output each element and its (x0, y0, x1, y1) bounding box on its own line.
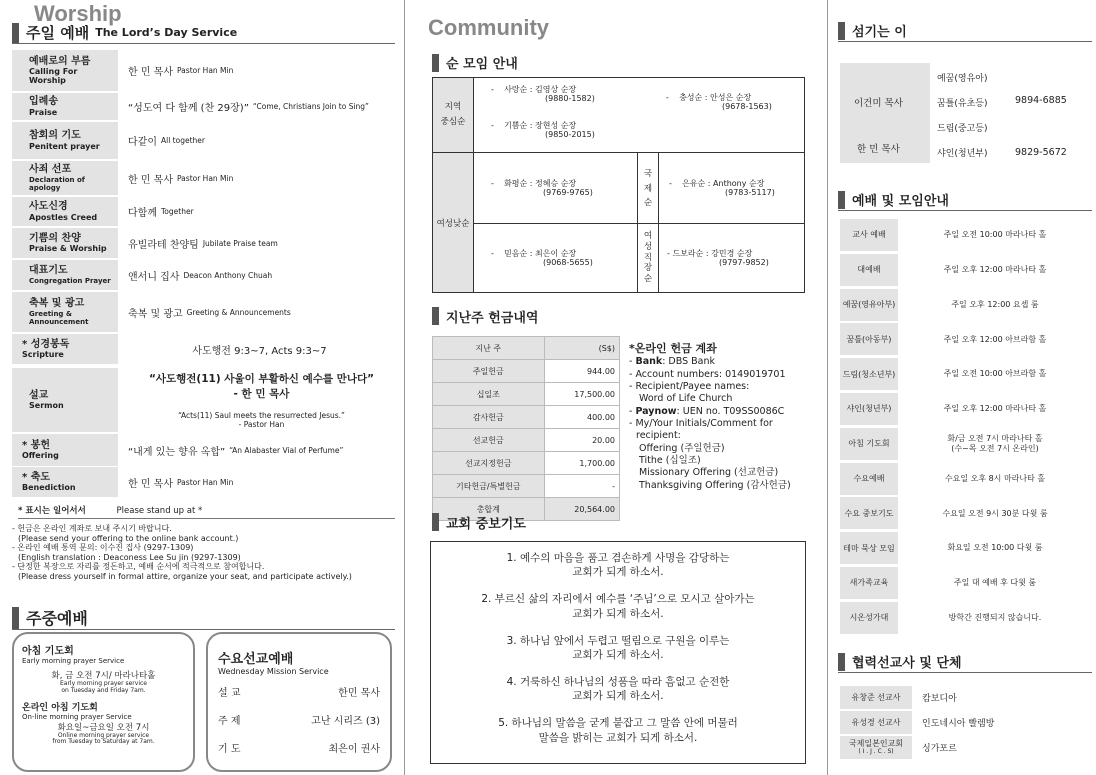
service-label-en: Apostles Creed (29, 212, 98, 222)
service-value-en: Greeting & Announcements (186, 307, 291, 317)
note-line: (Please send your offering to the online bank account.) (18, 533, 239, 543)
offering-header-label: 지난 주 (433, 337, 545, 360)
note-line: (English translation : Deaconess Lee Su jin (9297-1309) (18, 552, 241, 562)
recipient-line: - Recipient/Payee names: (629, 380, 750, 392)
region-item: - 사랑순 : 김영상 순장 (9880-1582) (491, 85, 595, 104)
serving-heading (838, 20, 1092, 42)
service-row (12, 292, 395, 332)
wednesday-title: 수요선교예배 (218, 652, 294, 667)
schedule-row (840, 219, 1092, 251)
schedule-label: 샤인(청년부) (840, 393, 898, 425)
service-label-en: Scripture (22, 350, 64, 360)
service-value: 다같이 (128, 137, 157, 148)
service-label-ko: 사도신경 (29, 201, 68, 213)
schedule-value (898, 404, 1092, 414)
leader-name: 충성순 : 안성은 순장 (679, 93, 752, 102)
morning-prayer-box (12, 632, 195, 772)
offering-type: Missionary Offering (선교헌금) (639, 467, 779, 479)
service-label-ko: 입례송 (29, 96, 58, 108)
women-item: - 은유순 : Anthony 순장 (9783-5117) (669, 179, 775, 198)
schedule-value (898, 300, 1092, 310)
wednesday-row-value: 최은이 권사 (328, 744, 380, 755)
wednesday-row-label: 기 도 (218, 744, 241, 755)
schedule-value-line: 화/금 오전 7시 마라나타 홀 (947, 434, 1043, 444)
service-value: 한 민 목사 (128, 67, 173, 78)
offering-label: 주일헌금 (433, 360, 545, 383)
community-watermark: Community (428, 15, 549, 40)
partner-row (840, 711, 1092, 734)
comment-line2: recipient: (636, 430, 681, 442)
service-value-en: Together (160, 207, 194, 216)
offering-type: Thanksgiving Offering (감사헌금) (639, 479, 791, 491)
offering-amount: 400.00 (544, 406, 619, 429)
sermon-line: “사도행전(11) 사울이 부활하신 예수를 만나다” (148, 373, 375, 385)
women-item: - 화평순 : 정혜승 순장 (9769-9765) (491, 179, 593, 198)
weekday-heading-text: 주중예배 (26, 609, 88, 628)
column-divider-2 (827, 0, 828, 775)
offering-amount: 20,564.00 (544, 498, 619, 521)
serving-depts (937, 67, 988, 167)
schedule-row (840, 428, 1092, 460)
schedule-row (840, 567, 1092, 599)
leader-name: 은유순 : Anthony 순장 (682, 179, 765, 188)
region-label: 지역 (444, 101, 462, 112)
offering-type: Offering (주일헌금) (639, 442, 725, 454)
prayer-line: 5. 하나님의 말씀을 굳게 붙잡고 그 말씀 안에 머물러 (498, 717, 738, 730)
schedule-value (898, 265, 1092, 275)
region-label: 중심순 (440, 117, 466, 127)
schedule-row (840, 497, 1092, 529)
worship-notes (12, 524, 397, 582)
service-label-en: Calling For Worship (29, 67, 78, 86)
service-row (12, 228, 395, 258)
note-line: - 단정한 복장으로 자리를 정돈하고, 예배 순서에 적극적으로 참여합니다. (12, 562, 265, 572)
leader-phone: (9769-9765) (543, 188, 593, 198)
online-offering-info (629, 342, 809, 492)
offering-header-unit: (S$) (544, 337, 619, 360)
schedule-label: 시온성가대 (840, 602, 898, 634)
leader-name: 믿음순 : 최은이 순장 (504, 249, 577, 258)
service-label-ko: 축복 및 광고 (29, 298, 85, 310)
women-label: 여성낮순 (436, 218, 470, 229)
schedule-row (840, 393, 1092, 425)
offering-amount: - (544, 475, 619, 498)
offering-label: 선교지정헌금 (433, 452, 545, 475)
dept-name: 예꿈(영유아) (937, 74, 988, 84)
account-line: - Account numbers: 0149019701 (629, 368, 786, 380)
offering-heading-text: 지난주 헌금내역 (446, 310, 539, 326)
offering-amount: 944.00 (544, 360, 619, 383)
service-row (12, 334, 395, 364)
online-time-en: Online morning prayer service (57, 731, 150, 739)
prayer-line: 4. 거룩하신 하나님의 성품을 따라 흠없고 순전한 (506, 676, 730, 689)
service-row (12, 467, 395, 497)
wednesday-row (218, 684, 380, 699)
service-value-en: “Come, Christians Join to Sing” (252, 102, 369, 111)
prayer-line: 교회가 되게 하소서. (572, 607, 664, 620)
offering-amount: 17,500.00 (544, 383, 619, 406)
schedule-label: 대예배 (840, 254, 898, 286)
morning-title: 아침 기도회 (22, 646, 74, 657)
sermon-line: - Pastor Han (238, 420, 285, 429)
group-heading (432, 52, 805, 73)
offering-row (433, 360, 620, 383)
service-label-ko: 기쁨의 찬양 (29, 232, 81, 244)
schedule-value (898, 509, 1092, 519)
partner-label-line: ( I . J . C . S) (858, 747, 894, 755)
service-label-en: Offering (22, 451, 59, 461)
recipient-name: Word of Life Church (639, 393, 733, 405)
schedule-label: 수요예배 (840, 463, 898, 495)
service-row (12, 122, 395, 159)
wednesday-row-label: 설 교 (218, 688, 241, 699)
schedule-value-line: 수요일 오후 8시 마라나타 홀 (944, 473, 1046, 483)
schedule-label: 꿈틀(아동부) (840, 323, 898, 355)
dept-name: 드림(중고등) (937, 124, 988, 134)
prayer-line: 교회가 되게 하소서. (572, 648, 664, 661)
morning-title-en: Early morning prayer Service (22, 657, 125, 665)
service-label-en: Praise & Worship (29, 244, 107, 254)
schedule-value-line: 주일 대 예배 후 다윗 룸 (953, 578, 1037, 588)
service-value: 축복 및 광고 (128, 308, 183, 320)
service-value: 사도행전 9:3~7, Acts 9:3~7 (192, 345, 327, 357)
morning-time-en: on Tuesday and Friday 7am. (61, 686, 146, 694)
stand-note-en: Please stand up at * (116, 506, 203, 516)
service-value-en: All together (160, 136, 205, 145)
column-divider-1 (404, 0, 405, 775)
weekday-heading (12, 606, 395, 630)
schedule-value (898, 230, 1092, 240)
note-line: (Please dress yourself in formal attire, organize your seat, and participate actively.) (18, 571, 352, 581)
wednesday-row (218, 740, 380, 755)
partners-heading (838, 651, 1092, 673)
worship-heading (12, 22, 395, 44)
offering-amount: 1,700.00 (544, 452, 619, 475)
group-heading-text: 순 모임 안내 (446, 57, 518, 72)
schedule-value (898, 578, 1092, 588)
online-title-en: On-line morning prayer Service (22, 712, 132, 721)
offering-row (433, 383, 620, 406)
leader-phone: (9880-1582) (545, 94, 595, 104)
worship-heading-ko: 주일 예배 (26, 24, 90, 42)
dept-name: 샤인(청년부) (937, 149, 988, 159)
schedule-row (840, 323, 1092, 355)
service-label-en: Benediction (22, 483, 76, 493)
sermon-line: - 한 민 목사 (233, 388, 290, 400)
service-value-en: Pastor Han Min (177, 477, 234, 487)
schedule-value (898, 474, 1092, 484)
schedule-label: 예꿈(영유아부) (840, 289, 898, 321)
paynow-line: - Paynow: UEN no. T09SS0086C (629, 405, 785, 417)
schedule-value-line: 주일 오후 12:00 마라나타 홀 (943, 265, 1047, 274)
service-label-ko: * 성경봉독 (22, 338, 70, 350)
wednesday-service-box (206, 632, 392, 772)
partner-label (840, 736, 912, 759)
schedule-row (840, 602, 1092, 634)
women-item: - 드보라순 : 강민경 순장 (9797-9852) (667, 249, 769, 268)
service-label-ko: * 축도 (22, 471, 51, 483)
wednesday-row-value: 한민 목사 (338, 688, 380, 699)
note-line: - 헌금은 온라인 계좌로 보내 주시기 바랍니다. (12, 524, 172, 533)
prayer-heading (432, 512, 805, 532)
sermon-line: “Acts(11) Saul meets the resurrected Jesus.” (178, 411, 345, 420)
prayer-item (431, 551, 805, 579)
leader-phone: (9783-5117) (725, 188, 775, 198)
service-value: 유빌라테 찬양팀 (128, 239, 199, 251)
leader-phone: (9678-1563) (722, 102, 772, 112)
partner-value: 인도네시아 빨렘방 (922, 719, 995, 729)
schedule-heading (838, 189, 1092, 211)
prayer-line: 말씀을 밝히는 교회가 되게 하소서. (538, 731, 698, 744)
offering-header-row (433, 337, 620, 360)
serving-phone: 9829-5672 (1015, 147, 1067, 158)
worship-heading-en: The Lord’s Day Service (95, 26, 238, 39)
women-item: - 믿음순 : 최은이 순장 (9068-5655) (491, 249, 593, 268)
offering-type: Tithe (십일조) (639, 455, 701, 467)
service-label-ko: 설교 (29, 389, 49, 401)
partner-label-line: 국제일본인교회 (848, 739, 904, 749)
schedule-value-line: 주일 오전 10:00 마라나타 홀 (943, 230, 1047, 240)
morning-time: 화, 금 오전 7시/ 마라나타홀 (51, 671, 156, 681)
service-value: “성도여 다 함께 (찬 29장)” (128, 103, 249, 114)
schedule-value (898, 613, 1092, 623)
partners-heading-text: 협력선교사 및 단체 (852, 656, 962, 671)
morning-time-en: Early morning prayer service (60, 680, 147, 688)
schedule-value (898, 434, 1092, 453)
schedule-heading-text: 예배 및 모임안내 (852, 194, 949, 209)
offering-row (433, 406, 620, 429)
partner-row (840, 736, 1092, 759)
service-value: 한 민 목사 (128, 174, 173, 186)
service-label-ko: 참회의 기도 (29, 130, 81, 142)
serving-heading-text: 섬기는 이 (852, 25, 907, 40)
service-label-en: Greeting & Announcement (29, 309, 89, 326)
partner-label (840, 686, 912, 709)
service-row (12, 161, 395, 195)
service-label-ko: 예배로의 부름 (29, 55, 91, 67)
intl-label: 국 제 순 (643, 169, 653, 209)
service-label-en: Praise (29, 107, 58, 117)
service-label-en: Declaration of apology (29, 175, 85, 192)
schedule-row (840, 532, 1092, 564)
schedule-label: 드림(청소년부) (840, 358, 898, 390)
prayer-line: 2. 부르신 삶의 자리에서 예수를 ‘주님’으로 모시고 살아가는 (481, 593, 755, 606)
service-row (12, 434, 395, 466)
service-value-en: Pastor Han Min (177, 173, 234, 183)
partner-row (840, 686, 1092, 709)
schedule-label: 수요 중보기도 (840, 497, 898, 529)
stand-note (18, 504, 395, 519)
schedule-value-line: (수~목 오전 7시 온라인) (951, 443, 1039, 453)
wednesday-row (218, 712, 380, 727)
schedule-value-line: 수요일 오전 9시 30분 다윗 룸 (942, 508, 1048, 518)
prayer-line: 교회가 되게 하소서. (572, 690, 664, 703)
serving-pastors (840, 63, 930, 163)
schedule-value-line: 화요일 오전 10:00 다윗 룸 (947, 543, 1043, 553)
service-row (12, 260, 395, 290)
leader-name: 사랑순 : 김영상 순장 (504, 85, 577, 94)
prayer-item (431, 634, 805, 662)
note-line: - 온라인 예배 통역 문의: 이수진 집사 (9297-1309) (12, 543, 194, 553)
schedule-value (898, 369, 1092, 379)
offering-label: 선교헌금 (433, 429, 545, 452)
schedule-value (898, 335, 1092, 345)
schedule-label: 아침 기도회 (840, 428, 898, 460)
offering-amount: 20.00 (544, 429, 619, 452)
comment-line: - My/Your Initials/Comment for (629, 418, 773, 430)
service-row (12, 368, 395, 432)
offering-heading (432, 306, 805, 326)
prayer-line: 교회가 되게 하소서. (572, 566, 664, 579)
service-value-en: Deacon Anthony Chuah (183, 270, 273, 280)
offering-label: 총합계 (433, 498, 545, 521)
service-row (12, 93, 395, 120)
schedule-label: 교사 예배 (840, 219, 898, 251)
schedule-value-line: 주일 오후 12:00 아브라함 홀 (943, 334, 1047, 344)
partner-value: 싱가포르 (922, 744, 957, 754)
pastor-name: 이건미 목사 (854, 98, 903, 109)
bank-line: - Bank: DBS Bank (629, 356, 715, 368)
dept-name: 꿈틀(유초등) (937, 99, 988, 109)
pastor-name: 한 민 목사 (857, 144, 900, 155)
schedule-row (840, 289, 1092, 321)
wednesday-title-en: Wednesday Mission Service (218, 667, 329, 676)
offering-table (432, 336, 620, 521)
online-time: 화요일~금요일 오전 7시 (57, 722, 150, 733)
leader-phone: (9068-5655) (543, 258, 593, 268)
offering-row (433, 475, 620, 498)
leader-name: 기쁨순 : 장현성 순장 (504, 121, 577, 130)
wednesday-row-value: 고난 시리즈 (3) (311, 716, 380, 727)
schedule-row (840, 254, 1092, 286)
service-label-en: Penitent prayer (29, 141, 100, 151)
prayer-item (431, 675, 805, 703)
service-label-en: Congregation Prayer (29, 276, 111, 285)
partner-value: 캄보디아 (922, 694, 957, 704)
region-item: - 기쁨순 : 장현성 순장 (9850-2015) (491, 121, 595, 140)
service-value: 다함께 (128, 208, 157, 219)
schedule-value (898, 543, 1092, 553)
offering-label: 기타헌금/특별헌금 (433, 475, 545, 498)
service-value-en: Jubilate Praise team (202, 238, 278, 248)
prayer-item (431, 716, 805, 744)
service-row (12, 197, 395, 226)
prayer-line: 3. 하나님 앞에서 두렵고 떨림으로 구원을 이루는 (506, 634, 730, 647)
prayer-heading-text: 교회 중보기도 (446, 516, 526, 532)
service-label-ko: 대표기도 (29, 265, 68, 277)
schedule-value-line: 방학간 진행되지 않습니다. (948, 613, 1042, 622)
service-label-ko: 사죄 선포 (29, 164, 72, 176)
group-table (432, 77, 805, 293)
schedule-label: 테마 묵상 모임 (840, 532, 898, 564)
schedule-value-line: 주일 오후 12:00 마라나타 홀 (943, 404, 1047, 414)
female-worker-label: 여 성 직 장 순 (643, 231, 653, 284)
service-label-en: Sermon (29, 401, 64, 411)
online-offering-title: *온라인 헌금 계좌 (629, 342, 717, 355)
serving-phone: 9894-6885 (1015, 95, 1067, 106)
offering-row (433, 452, 620, 475)
online-title: 온라인 아침 기도회 (22, 702, 98, 713)
service-value-en: Pastor Han Min (177, 66, 234, 75)
schedule-row (840, 358, 1092, 390)
schedule-row (840, 463, 1092, 495)
region-item: - 충성순 : 안성은 순장 (9678-1563) (666, 93, 772, 112)
leader-phone: (9797-9852) (719, 258, 769, 268)
service-value-en: “An Alabaster Vial of Perfume” (229, 445, 344, 455)
service-value: “내게 있는 향유 옥합” (128, 446, 226, 458)
wednesday-row-label: 주 제 (218, 716, 241, 727)
leader-name: 드보라순 : 강민경 순장 (672, 249, 753, 258)
worship-watermark: Worship (34, 1, 122, 26)
service-label-ko: * 봉헌 (22, 439, 51, 451)
offering-label: 십일조 (433, 383, 545, 406)
leader-phone: (9850-2015) (545, 130, 595, 140)
service-row (12, 50, 395, 91)
offering-label: 감사헌금 (433, 406, 545, 429)
prayer-box (430, 541, 806, 764)
schedule-value-line: 주일 오후 12:00 요셉 룸 (951, 299, 1039, 309)
partner-label-line: 유창준 선교사 (851, 692, 901, 702)
leader-name: 화평순 : 정혜승 순장 (504, 179, 577, 188)
prayer-item (431, 592, 805, 620)
offering-row (433, 429, 620, 452)
partner-label-line: 유성경 선교사 (851, 717, 901, 727)
stand-note-ko: * 표시는 일어서서 (18, 506, 86, 516)
service-value: 한 민 목사 (128, 478, 173, 490)
schedule-label: 새가족교육 (840, 567, 898, 599)
online-time-en: from Tuesday to Saturday at 7am. (52, 738, 155, 746)
schedule-value-line: 주일 오전 10:00 아브라함 홀 (943, 369, 1047, 379)
partner-label (840, 711, 912, 734)
prayer-line: 1. 예수의 마음을 품고 겸손하게 사명을 감당하는 (506, 552, 730, 564)
service-value: 앤서니 집사 (128, 271, 180, 283)
